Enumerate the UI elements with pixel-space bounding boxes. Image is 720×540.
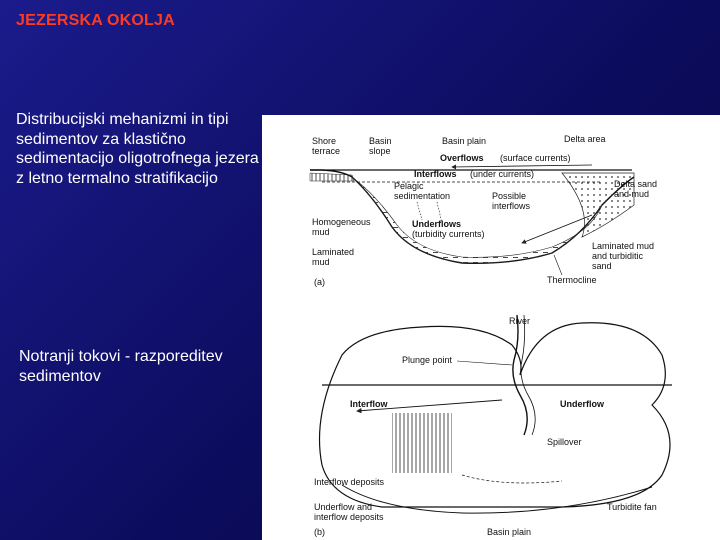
label-basin: Basin	[369, 136, 392, 146]
label-terrace: terrace	[312, 146, 341, 156]
label-basin-plain-b: Basin plain	[487, 527, 532, 537]
label-turbidite-fan: Turbidite fan	[607, 502, 657, 512]
deposit-layer	[462, 475, 562, 483]
plunge-point-pointer	[457, 361, 512, 365]
caption-paragraph: Notranji tokovi - razporeditev sedimentov	[19, 348, 223, 385]
label-possible: Possible	[492, 191, 527, 201]
label-homogeneous-mud: mud	[312, 227, 330, 237]
label-river: River	[509, 316, 531, 326]
label-turbiditic: and turbiditic	[592, 251, 644, 261]
figure-separator	[262, 300, 720, 304]
label-spillover: Spillover	[547, 437, 582, 447]
label-pelagic: Pelagic	[394, 181, 424, 191]
label-underflows-note: (turbidity currents)	[412, 229, 485, 239]
lake-diagrams-svg	[262, 115, 720, 540]
label-interflows-note: (under currents)	[470, 169, 535, 179]
interflow-curtain	[392, 413, 452, 473]
lake-diagram-figure	[262, 115, 720, 540]
river-channel-edge	[521, 315, 535, 435]
label-overflows-note: (surface currents)	[500, 153, 571, 163]
label-laminated-mud-2: Laminated mud	[592, 241, 655, 251]
label-interflows: Interflows	[414, 169, 457, 179]
label-plunge-point: Plunge point	[402, 355, 453, 365]
slide-title: JEZERSKA OKOLJA	[16, 12, 175, 29]
overflow-arrow	[452, 165, 592, 167]
label-interflows-2: interflows	[492, 201, 531, 211]
description-paragraph: Distribucijski mehanizmi in tipi sedimentov za klastično sedimentacijo oligotrofnega jezera z letno termalno stratifikacijo	[16, 111, 259, 187]
label-thermocline: Thermocline	[547, 275, 597, 285]
diagram-b	[314, 315, 672, 537]
label-sedimentation: sedimentation	[394, 191, 451, 201]
thermocline-pointer	[554, 255, 562, 275]
label-basin-plain-a: Basin plain	[442, 136, 487, 146]
label-sand: sand	[592, 261, 612, 271]
label-shore: Shore	[312, 136, 337, 146]
label-laminated: Laminated	[312, 247, 355, 257]
label-slope: slope	[369, 146, 391, 156]
underflow-arrow	[522, 215, 592, 243]
laminated-mud-layer	[352, 177, 602, 263]
panel-label-b: (b)	[314, 527, 325, 537]
label-underflow-and: Underflow and	[314, 502, 373, 512]
label-and-mud: and mud	[614, 189, 650, 199]
label-delta-area: Delta area	[564, 134, 606, 144]
label-underflows: Underflows	[412, 219, 462, 229]
label-interflow-deposits: Interflow deposits	[314, 477, 385, 487]
label-interflow-deposits-2: interflow deposits	[314, 512, 384, 522]
label-delta-sand: Delta sand	[614, 179, 658, 189]
label-interflow-b: Interflow	[350, 399, 388, 409]
label-underflow-b: Underflow	[560, 399, 604, 409]
label-overflows: Overflows	[440, 153, 484, 163]
label-laminated-mud: mud	[312, 257, 330, 267]
diagram-a	[310, 134, 657, 287]
basin-floor-b	[342, 485, 652, 513]
label-homogeneous: Homogeneous	[312, 217, 371, 227]
panel-label-a: (a)	[314, 277, 325, 287]
pelagic-fall	[417, 202, 422, 220]
